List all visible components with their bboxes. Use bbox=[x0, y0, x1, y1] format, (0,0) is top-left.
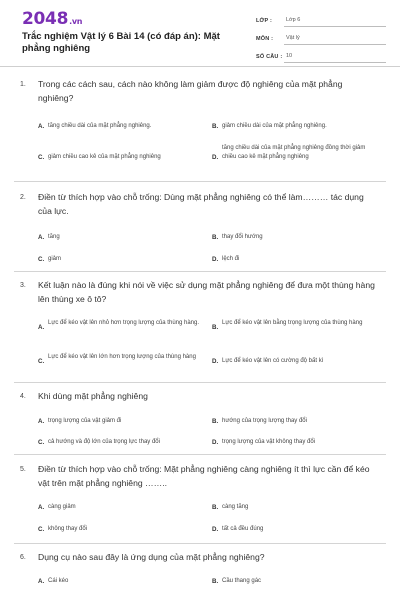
option-letter: A. bbox=[38, 504, 45, 511]
option-text: tăng bbox=[48, 234, 60, 240]
option-text: Lực để kéo vật lên nhỏ hơn trọng lượng của thùng hàng. bbox=[48, 320, 200, 326]
option-letter: B. bbox=[212, 324, 219, 331]
option-text: thay đổi hướng bbox=[222, 234, 263, 240]
option-text: Cầu thang gác bbox=[222, 578, 262, 584]
option-letter: A. bbox=[38, 324, 45, 331]
question-number: 5. bbox=[20, 466, 26, 473]
meta-count-row bbox=[256, 50, 386, 64]
option-letter: B. bbox=[212, 504, 219, 511]
question-text: Dụng cụ nào sau đây là ứng dụng của mặt phẳng nghiêng? bbox=[38, 552, 265, 562]
option-text: càng giảm bbox=[48, 504, 76, 510]
question-text: Kết luận nào là đúng khi nói về việc sử dụng mặt phẳng nghiêng để đưa một thùng hàng lên thùng xe ô tô? bbox=[38, 280, 375, 304]
option-text: lệch đi bbox=[222, 256, 240, 262]
option-letter: D. bbox=[212, 526, 219, 533]
option-text: giảm bbox=[48, 256, 62, 262]
option-letter: B. bbox=[212, 234, 219, 241]
option-text: trọng lượng của vật giảm đi bbox=[48, 418, 122, 424]
separator bbox=[14, 382, 386, 383]
separator bbox=[14, 181, 386, 182]
subject-label: MÔN : bbox=[256, 36, 274, 42]
option-text: không thay đổi bbox=[48, 526, 88, 532]
option-letter: C. bbox=[38, 358, 45, 365]
option-letter: D. bbox=[212, 256, 219, 263]
option-letter: C. bbox=[38, 439, 45, 446]
option-text: Lực để kéo vật lên bằng trọng lượng của thùng hàng bbox=[222, 320, 363, 326]
question-count-value: 10 bbox=[284, 51, 386, 63]
option-letter: C. bbox=[38, 526, 45, 533]
class-label: LỚP : bbox=[256, 18, 272, 24]
option-text: tăng chiều dài của mặt phẳng nghiêng. bbox=[48, 123, 152, 129]
separator bbox=[14, 543, 386, 544]
option-text: tăng chiều dài của mặt phẳng nghiêng đồng thời giảm chiều cao kê mặt phẳng nghiêng bbox=[222, 145, 366, 160]
option-letter: A. bbox=[38, 418, 45, 425]
meta-class-row bbox=[256, 14, 386, 28]
question-count-label: SỐ CÂU : bbox=[256, 54, 283, 60]
option-text: giảm chiều dài của mặt phẳng nghiêng. bbox=[222, 123, 327, 129]
option-text: càng tăng bbox=[222, 504, 249, 510]
option-text: trọng lượng của vật không thay đổi bbox=[222, 439, 316, 445]
document-title: Trắc nghiệm Vật lý 6 Bài 14 (có đáp án): Mặt phẳng nghiêng bbox=[22, 31, 220, 54]
option-letter: C. bbox=[38, 154, 45, 161]
option-text: Lực để kéo vật lên có cường độ bất kì bbox=[222, 358, 324, 364]
question-text: Khi dùng mặt phẳng nghiêng bbox=[38, 391, 148, 401]
option-letter: A. bbox=[38, 123, 45, 130]
meta-subject-row bbox=[256, 32, 386, 46]
option-letter: D. bbox=[212, 154, 219, 161]
option-letter: D. bbox=[212, 439, 219, 446]
option-text: Lực để kéo vật lên lớn hơn trọng lượng của thùng hàng bbox=[48, 354, 196, 360]
question-number: 3. bbox=[20, 282, 26, 289]
worksheet-meta bbox=[256, 14, 386, 68]
option-text: giảm chiều cao kê của mặt phẳng nghiêng bbox=[48, 154, 161, 160]
option-text: cả hướng và độ lớn của trọng lực thay đổi bbox=[48, 439, 160, 445]
question-text: Điền từ thích hợp vào chỗ trống: Mặt phẳng nghiêng càng nghiêng ít thì lực cần để kéo vật trên mặt phẳng nghiêng …….. bbox=[38, 464, 370, 488]
option-text: tất cả đều đúng bbox=[222, 526, 264, 532]
question-number: 6. bbox=[20, 554, 26, 561]
logo-suffix: .vn bbox=[69, 17, 83, 26]
option-letter: B. bbox=[212, 123, 219, 130]
question-text: Điền từ thích hợp vào chỗ trống: Dùng mặt phẳng nghiêng có thể làm……… tác dụng của lực. bbox=[38, 192, 364, 216]
option-text: hướng của trọng lượng thay đổi bbox=[222, 418, 307, 424]
option-letter: C. bbox=[38, 256, 45, 263]
logo-main: 2048 bbox=[22, 9, 69, 29]
question-number: 4. bbox=[20, 393, 26, 400]
option-letter: A. bbox=[38, 234, 45, 241]
class-value: Lớp 6 bbox=[284, 15, 386, 27]
site-logo[interactable] bbox=[22, 9, 82, 29]
option-letter: B. bbox=[212, 418, 219, 425]
separator bbox=[14, 454, 386, 455]
question-number: 1. bbox=[20, 81, 26, 88]
separator bbox=[14, 271, 386, 272]
option-letter: D. bbox=[212, 358, 219, 365]
subject-value: Vật lý bbox=[284, 33, 386, 45]
question-text: Trong các cách sau, cách nào không làm giảm được độ nghiêng của mặt phẳng nghiêng? bbox=[38, 79, 343, 103]
option-letter: A. bbox=[38, 578, 45, 585]
option-text: Cái kéo bbox=[48, 578, 69, 584]
worksheet-header bbox=[0, 0, 400, 67]
option-letter: B. bbox=[212, 578, 219, 585]
question-number: 2. bbox=[20, 194, 26, 201]
